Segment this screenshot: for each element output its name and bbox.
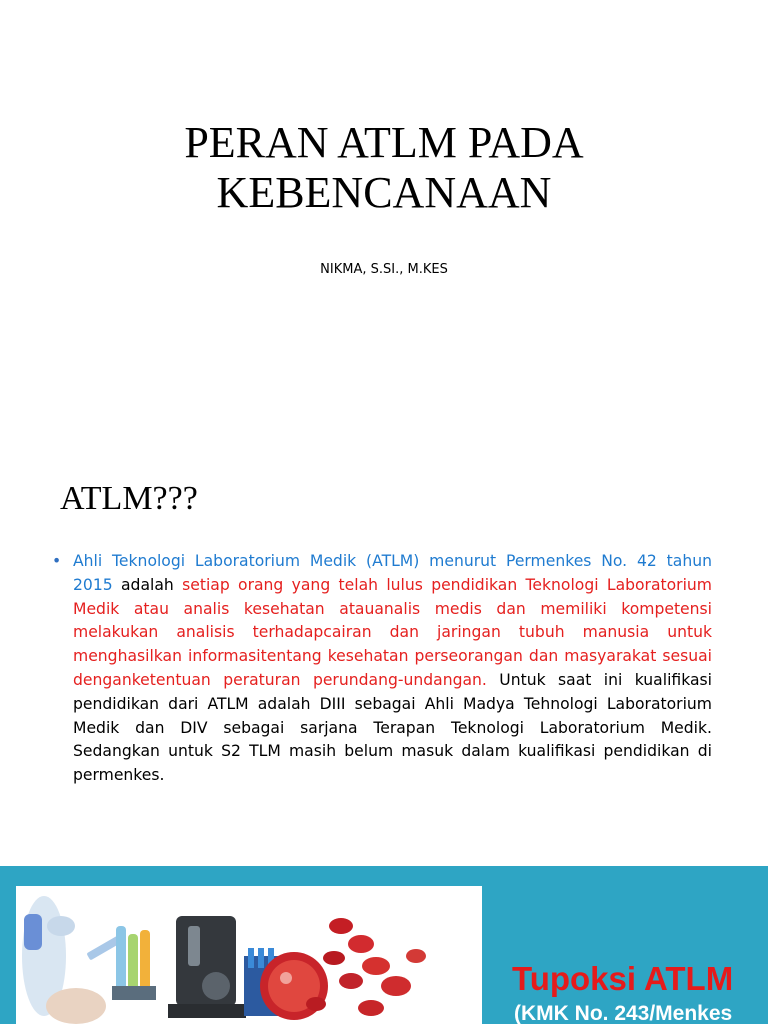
atlm-definition-source: Ahli Teknologi Laboratorium Medik (ATLM) menurut Permenkes No. 42 tahun 2015 — [73, 552, 712, 594]
slide-title-line2: KEBENCANAAN — [216, 168, 552, 217]
slide-heading: ATLM??? — [60, 480, 198, 517]
bullet-icon: • — [52, 552, 62, 570]
title-slide — [0, 0, 768, 440]
connector-text: adalah — [112, 575, 183, 594]
laboratory-collage-icon — [16, 886, 482, 1024]
tupoksi-title: Tupoksi ATLM — [512, 960, 734, 997]
atlm-definition-highlight: setiap orang yang telah lulus pendidikan Teknologi Laboratorium Medik atau analis kesehatan atauanalis medis dan memiliki kompetensi melakukan analisis terhadapcairan dan jaringan tubuh manusia untuk menghasilkan informasitentang kesehatan perseorangan dan masyarakat sesuai denganketentuan peraturan perundang-undangan. — [73, 575, 712, 689]
slide-title — [100, 118, 668, 218]
bullet-text — [73, 550, 712, 788]
qualification-text: Untuk saat ini kualifikasi pendidikan dari ATLM adalah DIII sebagai Ahli Madya Tehnologi Laboratorium Medik dan DIV sebagai sarjana Terapan Teknologi Laboratorium Medik. Sedangkan untuk S2 TLM masih belum masuk dalam kualifikasi pendidikan di permenkes. — [73, 670, 712, 785]
bullet-paragraph — [52, 550, 712, 788]
laboratory-collage-image — [16, 886, 482, 1024]
definition-slide — [0, 440, 768, 866]
tupoksi-subtitle: (KMK No. 243/Menkes — [514, 1002, 733, 1024]
author-subtitle: NIKMA, S.SI., M.KES — [320, 262, 448, 277]
slide-title-line1: PERAN ATLM PADA — [184, 118, 584, 167]
tupoksi-slide — [0, 866, 768, 1024]
